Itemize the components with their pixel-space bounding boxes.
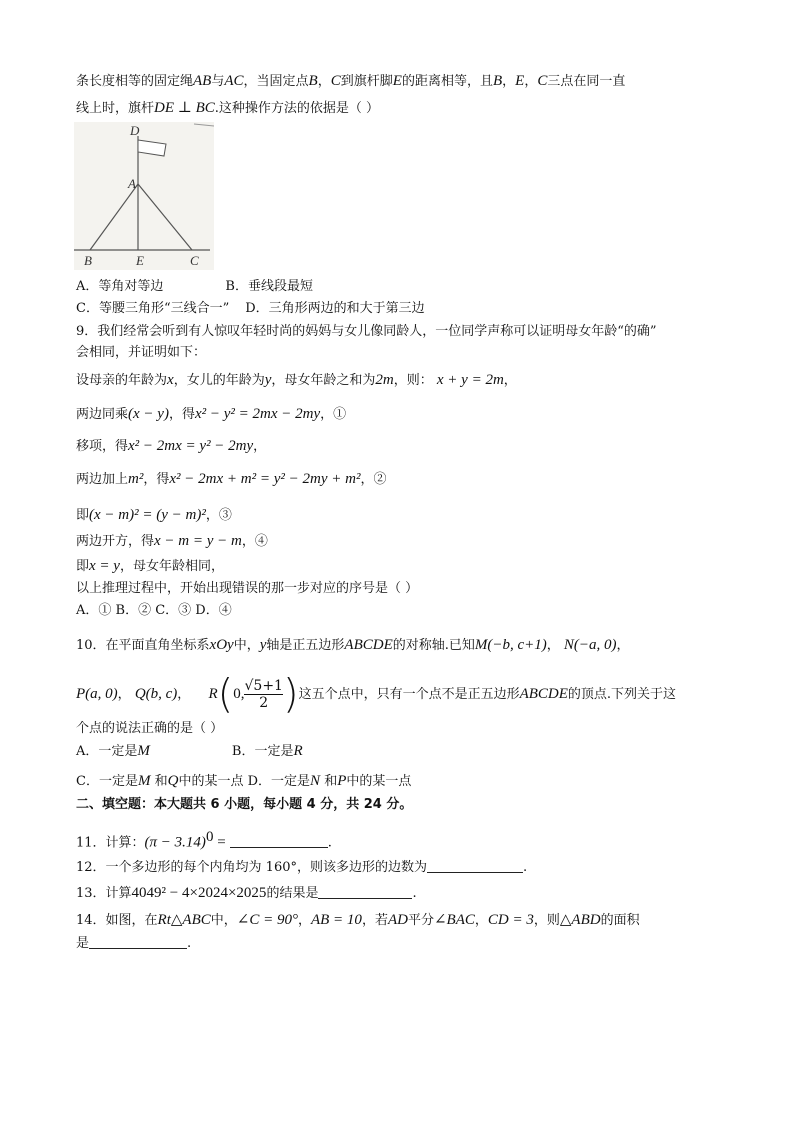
math-x: x <box>167 372 174 388</box>
math-AC: AC <box>224 73 244 89</box>
point-Q: Q(b, c) <box>134 686 178 702</box>
text: ，当固定点 <box>243 74 309 89</box>
text: 是 <box>76 936 90 951</box>
fraction-denominator: 2 <box>259 695 269 711</box>
math-exponent: 0 <box>205 829 214 845</box>
paren-right: ) <box>282 671 299 718</box>
text: 轴是正五边形 <box>266 638 345 653</box>
text: 和 <box>324 774 338 789</box>
label-E: E <box>136 253 144 268</box>
text: ，则： <box>393 373 433 388</box>
text: ，④ <box>241 534 268 549</box>
text: 中的某一点 <box>346 774 412 789</box>
text: ，则 <box>533 913 560 928</box>
q9-stem-line2: 会相同，并证明如下： <box>76 345 207 360</box>
q8-options-row1 <box>76 278 313 296</box>
text: . <box>412 886 417 901</box>
text: ，② <box>360 472 387 487</box>
text: .这种操作方法的依据是（ ） <box>214 101 380 116</box>
q10-line3: 个点的说法正确的是（ ） <box>76 721 224 736</box>
option-C[interactable]: C．等腰三角形“三线合一” <box>76 301 230 316</box>
text: B．一定是 <box>231 744 294 759</box>
text: 三点在同一直 <box>547 74 626 89</box>
q9-options[interactable]: A．① B．② C．③ D．④ <box>76 603 232 618</box>
text: 10．在平面直角坐标系 <box>76 638 210 653</box>
point-M: M(−b, c+1) <box>474 637 547 653</box>
option-B[interactable] <box>232 744 303 759</box>
text: ， <box>317 74 331 89</box>
q8-line2 <box>76 99 379 118</box>
text: 12．一个多边形的每个内角均为 160°，则该多边形的边数为 <box>76 860 427 875</box>
label-C: C <box>190 253 199 268</box>
math-ABCDE: ABCDE <box>344 637 393 653</box>
text: ，若 <box>361 913 388 928</box>
text: ， <box>297 913 311 928</box>
math-N: N <box>310 773 321 789</box>
paren-left: ( <box>217 671 234 718</box>
text: 两边开方，得 <box>76 534 155 549</box>
q9-stem-line1: 9．我们经常会听到有人惊叹年轻时尚的妈妈与女儿像同龄人，一位同学声称可以证明母女年龄“的确” <box>76 324 657 339</box>
text: . <box>523 860 528 875</box>
math-AB: AB = 10 <box>310 912 362 928</box>
equation-5: (x − m)² = (y − m)² <box>89 507 206 523</box>
text: 中的某一点 <box>178 774 244 789</box>
text: C．一定是 <box>76 774 138 789</box>
math-m-squared: m² <box>128 471 144 487</box>
q9-step4 <box>76 470 386 489</box>
math-P: P <box>337 773 347 789</box>
math-B: B <box>492 73 503 89</box>
math-DE-perp-BC: DE ⊥ BC <box>154 100 215 116</box>
point-P: P(a, 0) <box>76 686 118 702</box>
text: 设母亲的年龄为 <box>76 373 168 388</box>
section-heading: 二、填空题：本大题共 6 小题，每小题 4 分，共 24 分。 <box>76 797 413 812</box>
math-Q: Q <box>167 773 179 789</box>
q10-line2 <box>76 672 676 717</box>
answer-blank[interactable] <box>427 858 523 873</box>
q14-line2 <box>76 934 191 953</box>
q9-step3 <box>76 437 266 456</box>
text: 的结果是 <box>266 886 319 901</box>
label-A: A <box>128 176 136 191</box>
q12 <box>76 858 527 877</box>
text: 即 <box>76 508 90 523</box>
text: 中， <box>210 913 237 928</box>
q14-line1 <box>76 911 640 930</box>
math-B: B <box>308 73 318 89</box>
text: D．一定是 <box>247 774 311 789</box>
text: 这五个点中，只有一个点不是正五边形 <box>298 687 520 702</box>
option-C[interactable] <box>76 774 243 789</box>
text: ， <box>253 439 267 454</box>
q9-step5 <box>76 506 232 525</box>
q9-step6 <box>76 532 268 551</box>
text: ，母女年龄之和为 <box>271 373 376 388</box>
option-B[interactable]: B．垂线段最短 <box>225 279 313 294</box>
equation-1: x + y = 2m <box>436 372 504 388</box>
math-E: E <box>392 73 402 89</box>
answer-blank[interactable] <box>230 833 328 848</box>
text: 与 <box>211 74 225 89</box>
math-E: E <box>515 73 525 89</box>
option-D[interactable]: D．三角形两边的和大于第三边 <box>245 301 425 316</box>
text: 13．计算 <box>76 886 132 901</box>
text: ， <box>474 913 488 928</box>
text: ， <box>616 638 630 653</box>
text: 即 <box>76 559 90 574</box>
math-angle-BAC: ∠BAC <box>433 912 475 928</box>
q9-question: 以上推理过程中，开始出现错误的那一步对应的序号是（ ） <box>76 581 419 596</box>
text: ，③ <box>205 508 232 523</box>
math-expression: 4049² − 4×2024×2025 <box>131 885 267 901</box>
text: ， <box>502 74 516 89</box>
text: ，女儿的年龄为 <box>173 373 265 388</box>
text: 两边加上 <box>76 472 129 487</box>
equation-4: x² − 2mx + m² = y² − 2my + m² <box>169 471 361 487</box>
math-C: C <box>537 73 548 89</box>
math-expression: (π − 3.14) <box>144 834 206 851</box>
q13 <box>76 884 417 903</box>
math-CD: CD = 3 <box>487 912 534 928</box>
label-B: B <box>84 253 92 268</box>
text: ， <box>524 74 538 89</box>
q9-step1 <box>76 371 517 390</box>
text: 到旗杆脚 <box>340 74 393 89</box>
option-D[interactable] <box>248 774 412 789</box>
option-A[interactable]: A．等角对等边 <box>76 279 164 294</box>
answer-blank[interactable] <box>318 884 412 899</box>
text: = <box>213 834 226 851</box>
text: 移项，得 <box>76 439 129 454</box>
math-xOy: xOy <box>209 637 234 653</box>
math-2m: 2m <box>375 372 394 388</box>
q10-line1 <box>76 636 630 655</box>
text: ， <box>177 687 191 702</box>
text: ， <box>503 373 517 388</box>
text: ， <box>117 687 131 702</box>
math-y: y <box>259 637 267 653</box>
math-y: y <box>264 372 272 388</box>
text: 两边同乘 <box>76 407 129 422</box>
math-x-minus-y: (x − y) <box>128 406 169 422</box>
text: 和 <box>154 774 168 789</box>
math-rt-triangle: Rt△ABC <box>157 912 211 928</box>
text: ，母女年龄相同， <box>119 559 224 574</box>
option-A[interactable] <box>76 744 150 759</box>
text: ，① <box>320 407 347 422</box>
text: ， <box>546 638 560 653</box>
text: ，得 <box>143 472 170 487</box>
text: 中， <box>233 638 260 653</box>
equation-2: x² − y² = 2mx − 2my <box>194 406 321 422</box>
text: 的顶点.下列关于这 <box>567 687 677 702</box>
math-triangle-ABD: △ABD <box>559 912 601 928</box>
text: 11．计算： <box>76 835 145 851</box>
point-N: N(−a, 0) <box>563 637 617 653</box>
text: 条长度相等的固定绳 <box>76 74 194 89</box>
math-M: M <box>137 773 151 789</box>
text: ，得 <box>168 407 195 422</box>
math-M: M <box>137 743 150 759</box>
text: 14．如图，在 <box>76 913 158 928</box>
math-angle-C: ∠C = 90° <box>236 912 298 928</box>
point-R-label: R <box>208 686 218 702</box>
math-AB: AB <box>193 73 212 89</box>
text: 线上时，旗杆 <box>76 101 155 116</box>
q11 <box>76 828 332 852</box>
q10-options-row2 <box>76 772 411 791</box>
equation-7: x = y <box>89 558 120 574</box>
text: 平分 <box>407 913 434 928</box>
flagpole-figure <box>74 122 214 270</box>
q9-step7 <box>76 557 224 576</box>
fraction-numerator: √5+1 <box>244 678 283 694</box>
q8-line1 <box>76 72 625 91</box>
text: 的距离相等，且 <box>401 74 493 89</box>
math-ABCDE: ABCDE <box>519 686 568 702</box>
label-D: D <box>130 123 140 138</box>
answer-blank[interactable] <box>89 934 187 949</box>
equation-6: x − m = y − m <box>154 533 242 549</box>
q10-options-row1 <box>76 742 303 761</box>
equation-3: x² − 2mx = y² − 2my <box>128 438 254 454</box>
q8-options-row2 <box>76 300 425 318</box>
text: . <box>187 936 192 951</box>
math-R: R <box>293 743 303 759</box>
q9-step2 <box>76 405 346 424</box>
text: . <box>327 835 332 851</box>
math-AD: AD <box>387 912 408 928</box>
math-C: C <box>330 73 341 89</box>
point-R-fraction <box>244 678 282 711</box>
text: 的面积 <box>600 913 640 928</box>
text: A．一定是 <box>76 744 138 759</box>
point-R-x: 0, <box>233 686 245 702</box>
text: 的对称轴.已知 <box>392 638 475 653</box>
